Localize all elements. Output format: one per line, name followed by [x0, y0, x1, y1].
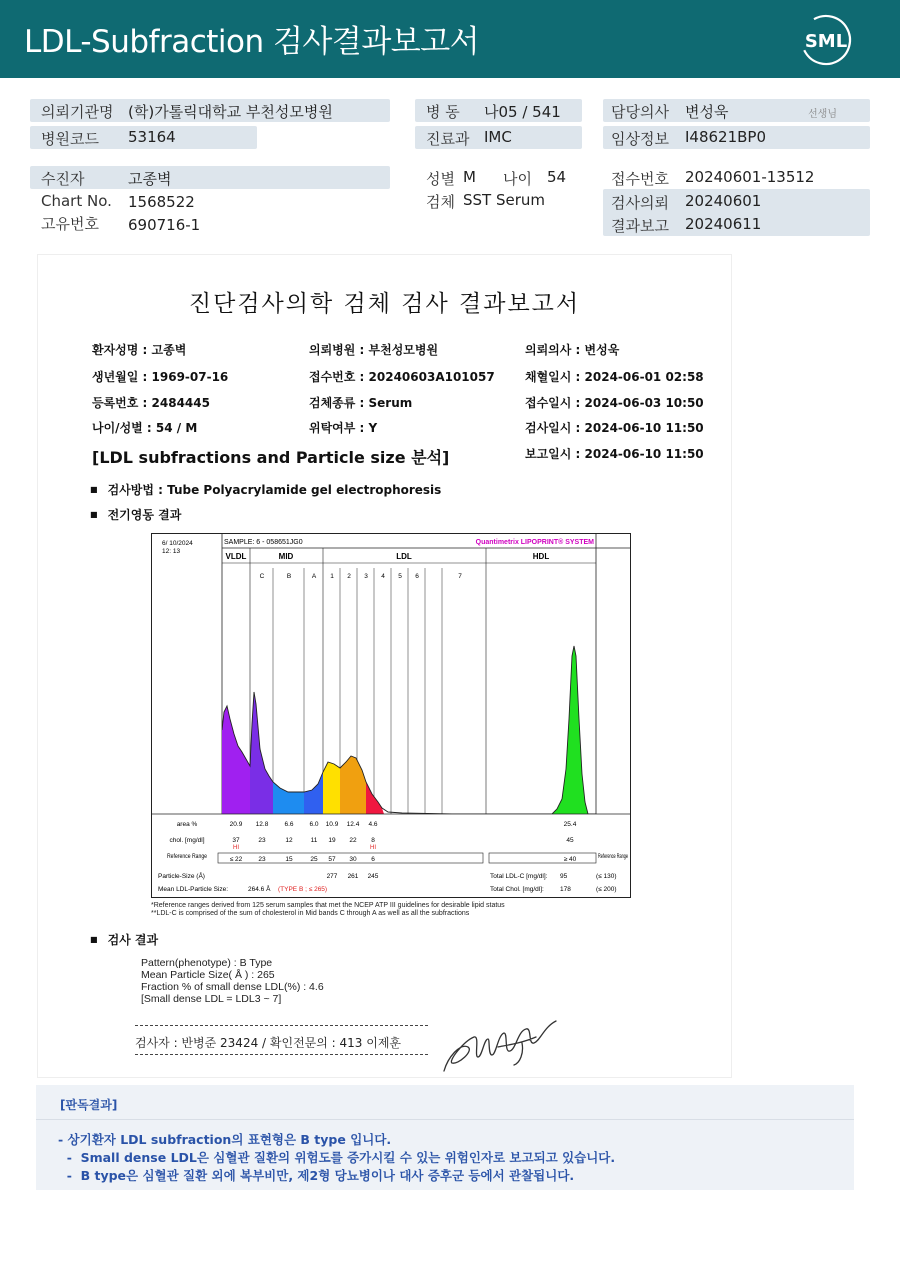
total-chol-ref: (≤ 200)	[596, 886, 617, 893]
ref-row-label: Reference Range	[167, 853, 208, 860]
clinical-label: 임상정보	[611, 130, 669, 148]
clinical-value: I48621BP0	[685, 128, 767, 146]
area-row-label: area %	[176, 821, 198, 828]
interpretation-line: - B type은 심혈관 질환 외에 복부비만, 제2형 당뇨병이나 대사 증후군 등에서 관찰됩니다.	[58, 1168, 575, 1183]
psize-label: Particle-Size (Å)	[158, 873, 205, 880]
band-label: C	[259, 573, 265, 580]
result-heading: ■ 검사 결과	[90, 931, 158, 948]
request-value: 20240601	[685, 192, 762, 210]
band-label: 6	[415, 573, 419, 580]
footnote: *Reference ranges derived from 125 serum samples that met the NCEP ATP III guidelines for desirable lipid status	[151, 902, 505, 909]
total-chol-label: Total Chol. [mg/dl]:	[490, 886, 544, 893]
mean-size-value: 264.6 Å	[248, 886, 271, 893]
scan-field: 채혈일시 : 2024-06-01 02:58	[525, 370, 704, 384]
group-label-hdl: HDL	[532, 552, 550, 561]
trace-fills	[222, 646, 588, 814]
total-ldl-label: Total LDL-C [mg/dl]:	[490, 873, 548, 880]
scanned-report	[37, 254, 732, 1078]
method-line: ■ 검사방법 : Tube Polyacrylamide gel electrophoresis	[90, 481, 441, 498]
scan-field: 검체종류 : Serum	[309, 396, 413, 410]
ref-value: 30	[349, 856, 357, 863]
area-value: 12.4	[346, 821, 360, 828]
electrophoresis-chart	[151, 533, 631, 898]
interpretation-panel	[36, 1085, 854, 1190]
scan-field: 의뢰병원 : 부천성모병원	[309, 343, 439, 357]
chol-value: 11	[310, 837, 318, 844]
ref-value: 25	[310, 856, 318, 863]
band-label: 2	[347, 573, 351, 580]
chol-value: 37	[232, 837, 240, 844]
ref-value: 23	[258, 856, 266, 863]
area-value: 20.9	[229, 821, 243, 828]
chol-row-label: chol. [mg/dl]	[169, 837, 205, 844]
ref-value: 15	[285, 856, 293, 863]
scan-field: 의뢰의사 : 변성욱	[525, 343, 620, 357]
area-value: 4.6	[368, 821, 378, 828]
scan-field: 접수번호 : 20240603A101057	[309, 370, 495, 384]
hi-flag: HI	[370, 845, 376, 851]
psize-value: 277	[326, 873, 338, 880]
sex-value: M	[463, 168, 476, 186]
chol-value: 19	[328, 837, 336, 844]
mean-size-type: (TYPE B ; ≤ 265)	[278, 886, 328, 893]
chol-value: 23	[258, 837, 266, 844]
report-date-value: 20240611	[685, 215, 762, 233]
group-label-ldl: LDL	[396, 552, 412, 561]
patient-value: 고종벽	[128, 170, 172, 188]
scan-field: 접수일시 : 2024-06-03 10:50	[525, 396, 704, 410]
patient-label: 수진자	[41, 170, 85, 188]
band-label: 5	[398, 573, 402, 580]
midc-peak-fill	[250, 692, 273, 814]
scan-field: 나이/성별 : 54 / M	[92, 421, 198, 435]
result-line: Fraction % of small dense LDL(%) : 4.6	[141, 981, 324, 993]
request-label: 검사의뢰	[611, 194, 669, 212]
receipt-label: 접수번호	[611, 170, 669, 188]
age-value: 54	[547, 168, 567, 186]
scan-field: 검사일시 : 2024-06-10 11:50	[525, 421, 704, 435]
group-label-vldl: VLDL	[225, 552, 247, 561]
band-label: 7	[458, 573, 462, 580]
area-value: 25.4	[563, 821, 577, 828]
sex-label: 성별	[426, 170, 455, 188]
unique-no-label: 고유번호	[41, 215, 99, 233]
ward-value: 나05 / 541	[484, 103, 561, 121]
report-date-label: 결과보고	[611, 217, 669, 235]
band-label: 4	[381, 573, 385, 580]
electro-heading: ■ 전기영동 결과	[90, 506, 181, 523]
report-title: LDL-Subfraction 검사결과보고서	[24, 24, 480, 60]
header-bar	[0, 0, 900, 78]
result-list	[141, 957, 324, 1005]
area-value: 10.9	[325, 821, 339, 828]
band-label: A	[311, 573, 317, 580]
specimen-label: 검체	[426, 193, 455, 211]
psize-value: 261	[347, 873, 359, 880]
interpretation-line: - 상기환자 LDL subfraction의 표현형은 B type 입니다.	[58, 1132, 392, 1147]
scan-field: 환자성명 : 고종벽	[92, 343, 187, 357]
psize-value: 245	[367, 873, 379, 880]
result-line: [Small dense LDL = LDL3 ~ 7]	[141, 993, 282, 1005]
result-line: Pattern(phenotype) : B Type	[141, 957, 273, 969]
chart-date: 6/ 10/2024	[162, 540, 193, 547]
chart-no-value: 1568522	[128, 193, 195, 211]
unique-no-value: 690716-1	[128, 216, 201, 234]
doctor-value: 변성욱	[685, 103, 729, 121]
doctor-suffix: 선생님	[808, 109, 837, 120]
hdl-peak-fill	[552, 646, 588, 814]
chart-svg	[152, 534, 630, 897]
footnote: **LDL-C is comprised of the sum of cholesterol in Mid bands C through A as well as all the subfractions	[151, 910, 470, 917]
hi-flag: HI	[233, 845, 239, 851]
ref-side-label: Reference Range	[598, 854, 629, 860]
band-label: 3	[364, 573, 368, 580]
dept-value: IMC	[484, 128, 512, 146]
vldl-peak-fill	[222, 706, 250, 814]
age-label: 나이	[503, 170, 532, 188]
midb-peak-fill	[273, 782, 304, 814]
chart-time: 12: 13	[162, 548, 181, 555]
chol-value: 8	[371, 837, 375, 844]
specimen-value: SST Serum	[463, 191, 546, 209]
scan-field: 위탁여부 : Y	[309, 421, 378, 435]
total-ldl-ref: (≤ 130)	[596, 873, 617, 880]
total-ldl-value: 95	[560, 873, 568, 880]
chol-value: 12	[285, 837, 293, 844]
interpretation-line: - Small dense LDL은 심혈관 질환의 위험도를 증가시킬 수 있는 위험인자로 보고되고 있습니다.	[58, 1150, 616, 1165]
hdl-ref-value: ≥ 40	[563, 856, 577, 863]
ldl1-peak-fill	[323, 762, 340, 814]
institution-label: 의뢰기관명	[41, 103, 114, 121]
chart-sample: SAMPLE: 6 - 058651JG0	[224, 539, 303, 546]
area-value: 6.0	[309, 821, 319, 828]
logo-text: SML	[804, 31, 848, 52]
chart-no-label: Chart No.	[41, 192, 112, 210]
ref-value: 6	[371, 856, 375, 863]
hospital-code-value: 53164	[128, 128, 176, 146]
section-title: [LDL subfractions and Particle size 분석]	[92, 448, 450, 467]
interpretation-title: [판독결과]	[60, 1098, 118, 1112]
signature-line: 검사자 : 반병준 23424 / 확인전문의 : 413 이제훈	[135, 1036, 402, 1050]
hospital-code-label: 병원코드	[41, 130, 99, 148]
ward-label: 병 동	[426, 103, 460, 121]
interpretation-header	[36, 1085, 854, 1120]
doctor-label: 담당의사	[611, 103, 669, 121]
ref-value: ≤ 22	[229, 856, 243, 863]
result-line: Mean Particle Size( Å ) : 265	[141, 969, 275, 981]
divider	[135, 1025, 428, 1026]
group-label-mid: MID	[278, 552, 294, 561]
scan-field: 등록번호 : 2484445	[92, 396, 210, 410]
dept-label: 진료과	[426, 130, 470, 148]
chol-value: 22	[349, 837, 357, 844]
sml-logo-icon	[798, 12, 854, 68]
mean-size-label: Mean LDL-Particle Size:	[158, 886, 229, 893]
chol-value: 45	[566, 837, 574, 844]
ref-value: 57	[328, 856, 336, 863]
area-value: 6.6	[284, 821, 294, 828]
divider	[135, 1054, 428, 1055]
scan-field: 생년월일 : 1969-07-16	[92, 370, 229, 384]
handwritten-signature-icon	[438, 1017, 563, 1077]
chart-brand: Quantimetrix LIPOPRINT® SYSTEM	[475, 539, 594, 546]
institution-value: (학)가톨릭대학교 부천성모병원	[128, 103, 333, 121]
scan-title: 진단검사의학 검체 검사 결과보고서	[188, 291, 581, 317]
receipt-value: 20240601-13512	[685, 168, 815, 186]
total-chol-value: 178	[560, 886, 571, 893]
area-value: 12.8	[255, 821, 269, 828]
band-label: 1	[330, 573, 334, 580]
band-label: B	[286, 573, 292, 580]
report-time: 보고일시 : 2024-06-10 11:50	[525, 447, 704, 461]
